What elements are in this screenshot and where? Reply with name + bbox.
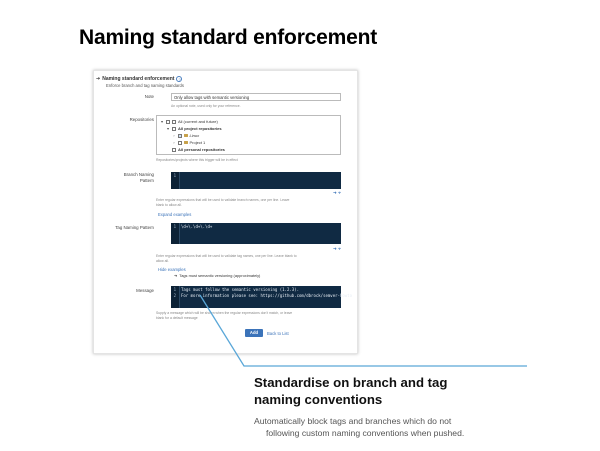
- message-hint-line: blank for a default message: [156, 316, 198, 320]
- tag-pattern-hint-line: allow all.: [156, 259, 170, 263]
- editor-tools: [333, 246, 342, 252]
- arrow-right-icon[interactable]: ➜: [333, 246, 339, 251]
- line-number: 1: [173, 287, 176, 292]
- callout-title-line: Standardise on branch and tag: [254, 375, 448, 390]
- triangle-down-icon[interactable]: ▼: [160, 119, 164, 124]
- code-line: [173, 293, 352, 298]
- callout-description-line: Automatically block tags and branches which do not: [254, 416, 452, 426]
- branch-pattern-hint-line: blank to allow all.: [156, 203, 182, 207]
- help-icon[interactable]: ?: [178, 77, 181, 82]
- section-subtitle: Enforce branch and tag naming standards: [106, 83, 184, 88]
- checkbox[interactable]: [172, 127, 176, 131]
- line-number: 1: [173, 224, 176, 229]
- arrow-right-icon[interactable]: ➜: [333, 190, 339, 195]
- back-to-list-link[interactable]: Back to List: [267, 331, 289, 336]
- triangle-right-icon[interactable]: ›: [173, 133, 175, 138]
- repo-tree-item[interactable]: [172, 133, 199, 138]
- repo-tree-label: All project repositories: [178, 126, 222, 131]
- arrow-right-icon: ➜: [174, 273, 178, 278]
- checkbox-checked[interactable]: [178, 134, 182, 138]
- repo-tree-label: All (current and future): [178, 119, 218, 124]
- code-line: [173, 287, 299, 292]
- repo-tree-label: All personal repositories: [178, 147, 225, 152]
- tag-pattern-label: Tag Naming Pattern: [115, 225, 154, 230]
- repositories-hint: Repositories/projects where this trigger will be in effect: [156, 158, 238, 162]
- repo-tree-item[interactable]: [166, 147, 225, 152]
- callout-title-line: naming conventions: [254, 392, 383, 407]
- editor-tools: [333, 190, 342, 196]
- branch-pattern-label-line: Branch Naming: [123, 172, 154, 177]
- repository-tree: [156, 115, 341, 155]
- settings-panel: [93, 70, 358, 354]
- branch-pattern-editor[interactable]: [171, 172, 341, 189]
- repo-tree-item[interactable]: [172, 140, 205, 145]
- tag-pattern-editor[interactable]: [171, 223, 341, 244]
- wand-icon[interactable]: ⌖: [338, 190, 343, 195]
- line-number: 2: [173, 293, 176, 298]
- checkbox[interactable]: [172, 148, 176, 152]
- example-label[interactable]: Tags must semantic versioning (approximately): [179, 273, 261, 278]
- note-label: Note: [144, 94, 154, 99]
- code-text: For more information please see: https://github.com/dbrock/semver-howto: [181, 293, 352, 298]
- code-text: Tags must follow the semantic versioning (1.2.3).: [181, 287, 300, 292]
- repo-tree-label: Project 1: [189, 140, 206, 145]
- note-hint: An optional note, used only for your reference.: [171, 104, 241, 108]
- expand-examples-link[interactable]: Expand examples: [158, 212, 192, 217]
- repo-tree-item[interactable]: [160, 119, 218, 124]
- code-line: [173, 224, 212, 229]
- repository-icon: [184, 141, 188, 145]
- branch-pattern-hint-line: Enter regular expressions that will be used to validate branch names, one per line. Leave: [156, 198, 290, 202]
- section-title: Naming standard enforcement: [102, 76, 175, 82]
- code-text: \d+\.\d+\.\d+: [181, 224, 213, 229]
- repo-tree-item[interactable]: [166, 126, 222, 131]
- callout-description-line: following custom naming conventions when pushed.: [266, 428, 465, 438]
- wand-icon[interactable]: ⌖: [338, 246, 343, 251]
- message-editor[interactable]: [171, 286, 352, 308]
- line-number: 1: [173, 173, 176, 178]
- add-button[interactable]: Add: [245, 329, 263, 337]
- repo-tree-label: Linux: [189, 133, 200, 138]
- repository-icon: [184, 134, 188, 138]
- expand-arrow-icon[interactable]: ➔: [96, 76, 101, 82]
- repositories-label: Repositories: [129, 117, 154, 122]
- triangle-down-icon[interactable]: ▼: [166, 126, 170, 131]
- callout-title: [254, 374, 514, 408]
- branch-pattern-label-line: Pattern: [139, 178, 154, 183]
- example-item[interactable]: [174, 273, 260, 278]
- message-hint-line: Supply a message which will be shown when the regular expressions don't match, or leave: [156, 311, 293, 315]
- triangle-right-icon[interactable]: ›: [173, 140, 175, 145]
- checkbox[interactable]: [178, 141, 182, 145]
- branch-pattern-hint: [156, 198, 289, 208]
- tag-pattern-hint-line: Enter regular expressions that will be used to validate tag names, one per line. Leave blank to: [156, 254, 297, 258]
- branch-pattern-label: [94, 172, 154, 184]
- hide-examples-link[interactable]: Hide examples: [158, 267, 186, 272]
- tag-pattern-hint: [156, 254, 297, 264]
- note-input[interactable]: Only allow tags with semantic versioning: [171, 93, 341, 101]
- section-header: [96, 76, 182, 82]
- checkbox[interactable]: [166, 120, 170, 124]
- message-label: Message: [136, 288, 154, 293]
- checkbox[interactable]: [172, 120, 176, 124]
- code-line: [173, 173, 181, 178]
- slide-title: Naming standard enforcement: [79, 26, 377, 49]
- message-hint: [156, 311, 292, 321]
- callout-description: [254, 415, 544, 439]
